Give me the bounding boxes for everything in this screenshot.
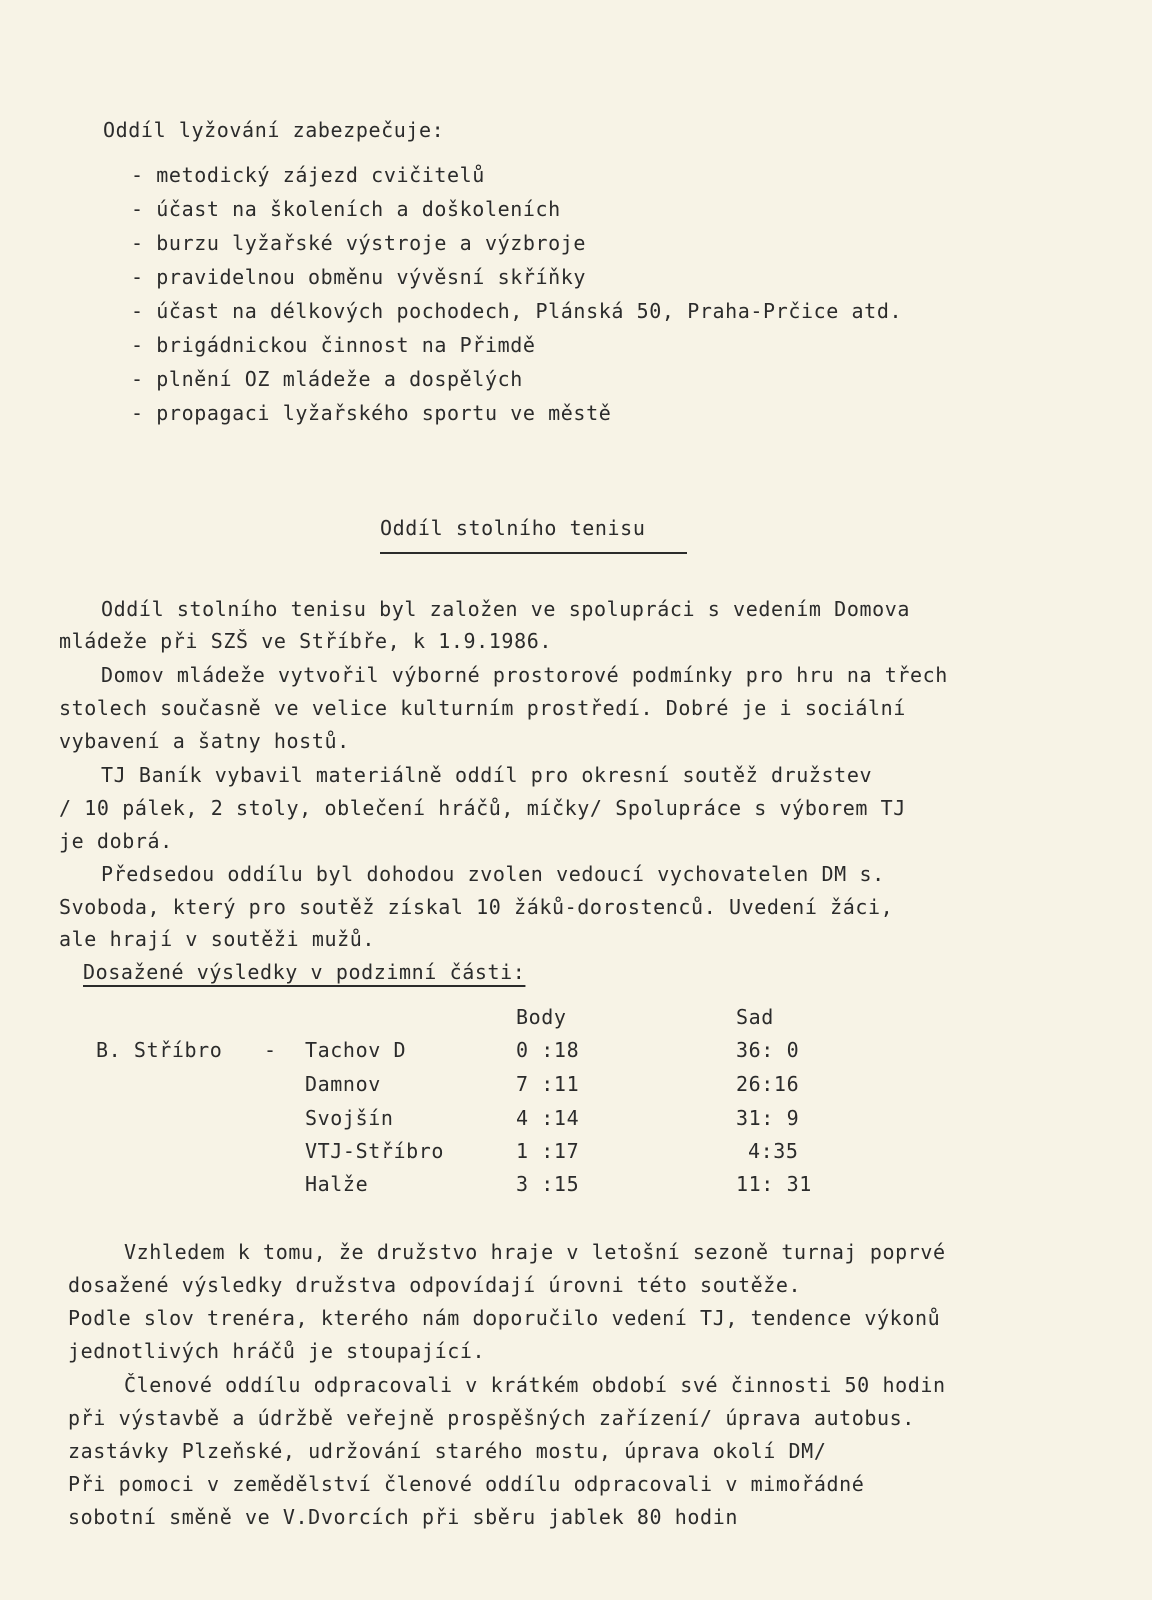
paragraph-line: zastávky Plzeňské, udržování starého mostu, úprava okolí DM/ <box>68 1439 827 1463</box>
points-cell: 3 :15 <box>516 1172 580 1196</box>
paragraph-line: ale hrají v soutěži mužů. <box>59 927 376 951</box>
paragraph-line: Oddíl stolního tenisu byl založen ve spolupráci s vedením Domova <box>101 597 911 621</box>
paragraph-line: Při pomoci v zemědělství členové oddílu odpracovali v mimořádné <box>68 1472 865 1496</box>
paragraph-line: Vzhledem k tomu, že družstvo hraje v letošní sezoně turnaj poprvé <box>124 1240 946 1264</box>
points-cell: 1 :17 <box>516 1139 580 1163</box>
sets-cell: 26:16 <box>736 1072 800 1096</box>
paragraph-line: Členové oddílu odpracovali v krátkém období své činnosti 50 hodin <box>124 1373 946 1397</box>
opponent-cell: Tachov D <box>305 1038 407 1062</box>
paragraph-line: Předsedou oddílu byl dohodou zvolen vedoucí vychovatelen DM s. <box>101 862 885 886</box>
opponent-cell: Svojšín <box>305 1106 394 1130</box>
column-header-sets: Sad <box>736 1005 774 1029</box>
opponent-cell: VTJ-Stříbro <box>305 1139 445 1163</box>
team-name: B. Stříbro <box>96 1038 223 1062</box>
points-cell: 7 :11 <box>516 1072 580 1096</box>
paragraph-line: je dobrá. <box>59 829 173 853</box>
column-header-points: Body <box>516 1005 567 1029</box>
opponent-cell: Halže <box>305 1172 369 1196</box>
ski-item: - účast na školeních a doškoleních <box>131 197 561 221</box>
points-cell: 4 :14 <box>516 1106 580 1130</box>
paragraph-line: mládeže při SZŠ ve Stříbře, k 1.9.1986. <box>59 629 552 653</box>
ski-item: - plnění OZ mládeže a dospělých <box>131 367 523 391</box>
section-title: Oddíl stolního tenisu <box>380 516 646 540</box>
paragraph-line: vybavení a šatny hostů. <box>59 729 350 753</box>
ski-item: - účast na délkových pochodech, Plánská 50, Praha-Prčice atd. <box>131 299 903 323</box>
results-heading: Dosažené výsledky v podzimní části: <box>83 960 526 984</box>
points-cell: 0 :18 <box>516 1038 580 1062</box>
sets-cell: 11: 31 <box>736 1172 812 1196</box>
paragraph-line: Domov mládeže vytvořil výborné prostorové podmínky pro hru na třech <box>101 663 948 687</box>
title-underline <box>380 552 687 554</box>
sets-cell: 31: 9 <box>736 1106 800 1130</box>
paragraph-line: TJ Baník vybavil materiálně oddíl pro okresní soutěž družstev <box>101 763 873 787</box>
paragraph-line: Svoboda, který pro soutěž získal 10 žáků-dorostenců. Uvedení žáci, <box>59 895 894 919</box>
ski-heading: Oddíl lyžování zabezpečuje: <box>103 118 445 142</box>
ski-item: - propagaci lyžařského sportu ve městě <box>131 401 612 425</box>
paragraph-line: jednotlivých hráčů je stoupající. <box>68 1339 486 1363</box>
paragraph-line: dosažené výsledky družstva odpovídají úrovni této soutěže. <box>68 1273 802 1297</box>
opponent-cell: Damnov <box>305 1072 381 1096</box>
sets-cell: 4:35 <box>748 1139 799 1163</box>
team-dash: - <box>264 1038 277 1062</box>
paragraph-line: při výstavbě a údržbě veřejně prospěšných zařízení/ úprava autobus. <box>68 1406 915 1430</box>
paragraph-line: Podle slov trenéra, kterého nám doporučilo vedení TJ, tendence výkonů <box>68 1306 941 1330</box>
ski-item: - pravidelnou obměnu vývěsní skříňky <box>131 265 587 289</box>
sets-cell: 36: 0 <box>736 1038 800 1062</box>
ski-item: - brigádnickou činnost na Přimdě <box>131 333 536 357</box>
paragraph-line: sobotní směně ve V.Dvorcích při sběru jablek 80 hodin <box>68 1505 738 1529</box>
paragraph-line: stolech současně ve velice kulturním prostředí. Dobré je i sociální <box>59 696 906 720</box>
ski-item: - metodický zájezd cvičitelů <box>131 163 485 187</box>
ski-item: - burzu lyžařské výstroje a výzbroje <box>131 231 587 255</box>
paragraph-line: / 10 pálek, 2 stoly, oblečení hráčů, míčky/ Spolupráce s výborem TJ <box>59 796 906 820</box>
